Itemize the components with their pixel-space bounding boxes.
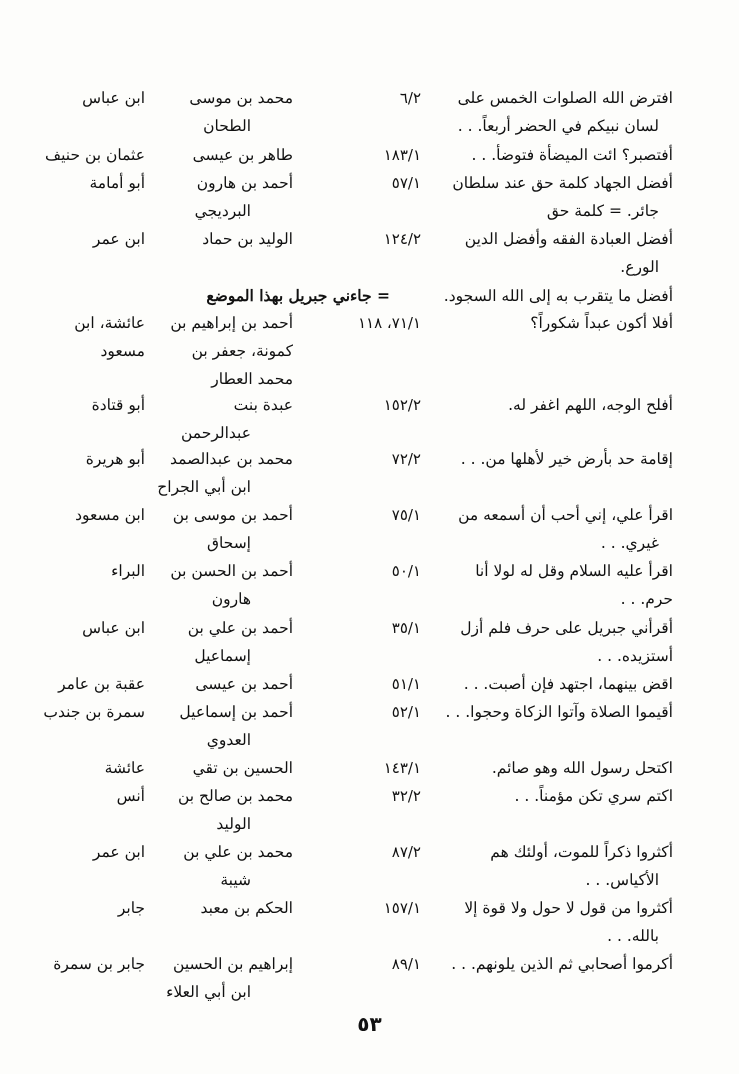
narrator-line: أحمد بن إسماعيل xyxy=(179,703,293,721)
narrator-line: أحمد بن موسى بن xyxy=(172,506,293,524)
narrator-line: الوليد بن حماد xyxy=(202,230,293,248)
narrator-line: هارون xyxy=(211,590,251,608)
hadith-line: أفلح الوجه، اللهم اغفر له. xyxy=(508,396,673,414)
volume-page-ref: ٧٥/١ xyxy=(391,506,421,524)
narrator-line: إبراهيم بن الحسين xyxy=(173,955,293,973)
hadith-line: أكثروا من قول لا حول ولا قوة إلا xyxy=(464,899,673,917)
hadith-line: لسان نبيكم في الحضر أربعاً. . . xyxy=(457,117,659,135)
volume-page-ref: ١٤٣/١ xyxy=(383,759,421,777)
see-also-note: = جاءني جبريل بهذا الموضع xyxy=(206,286,390,305)
hadith-text xyxy=(435,782,673,810)
volume-page-ref: ٨٩/١ xyxy=(391,955,421,973)
hadith-line: أفضل الجهاد كلمة حق عند سلطان xyxy=(452,174,673,192)
companion-name xyxy=(0,391,145,419)
companion-name xyxy=(0,894,145,922)
narrator-line: أحمد بن إبراهيم بن xyxy=(170,314,293,332)
narrator-line: محمد بن علي بن xyxy=(183,843,293,861)
companion-line: سمرة بن جندب xyxy=(43,703,145,721)
hadith-line: أقيموا الصلاة وآتوا الزكاة وحجوا. . . xyxy=(445,703,673,721)
hadith-line: اقرأ عليه السلام وقل له لولا أنا xyxy=(475,562,673,580)
volume-page-ref: ٧١/١، ١١٨ xyxy=(357,314,421,332)
narrator-line: طاهر بن عيسى xyxy=(192,146,293,164)
narrator-line: كمونة، جعفر بن xyxy=(191,342,293,360)
narrator-name xyxy=(143,557,293,613)
companion-name xyxy=(0,225,145,253)
volume-page-ref: ١٥٧/١ xyxy=(383,899,421,917)
narrator-name xyxy=(143,838,293,894)
hadith-text xyxy=(435,950,673,978)
hadith-line: حرم. . . xyxy=(620,590,673,608)
companion-name xyxy=(0,838,145,866)
narrator-line: أحمد بن الحسن بن xyxy=(170,562,293,580)
hadith-line: غيري. . . xyxy=(600,534,659,552)
hadith-line: اقض بينهما، اجتهد فإن أصبت. . . xyxy=(463,675,673,693)
hadith-line: إقامة حد بأرض خير لأهلها من. . . xyxy=(460,450,673,468)
narrator-name xyxy=(143,614,293,670)
narrator-name xyxy=(143,169,293,225)
hadith-line: أفضل العبادة الفقه وأفضل الدين xyxy=(464,230,673,248)
narrator-name xyxy=(143,950,293,1006)
volume-page-ref: ٥٢/١ xyxy=(391,703,421,721)
narrator-name xyxy=(143,225,293,253)
narrator-name xyxy=(143,391,293,447)
narrator-line: أحمد بن علي بن xyxy=(187,619,293,637)
companion-name xyxy=(0,670,145,698)
companion-line: جابر xyxy=(117,899,145,917)
narrator-name xyxy=(143,894,293,922)
hadith-line: أكرموا أصحابي ثم الذين يلونهم. . . xyxy=(451,955,673,973)
hadith-line: جائر. = كلمة حق xyxy=(546,202,659,220)
companion-name xyxy=(0,614,145,642)
hadith-text xyxy=(435,225,673,281)
companion-line: عثمان بن حنيف xyxy=(45,146,145,164)
narrator-name xyxy=(143,670,293,698)
companion-line: عائشة xyxy=(104,759,145,777)
companion-name xyxy=(0,698,145,726)
narrator-line: عبدة بنت xyxy=(233,396,293,414)
hadith-line: اكتحل رسول الله وهو صائم. xyxy=(491,759,673,777)
narrator-name xyxy=(143,141,293,169)
companion-line: ابن عباس xyxy=(82,619,145,637)
narrator-line: الحكم بن معبد xyxy=(200,899,293,917)
hadith-line: أستزيده. . . xyxy=(597,647,673,665)
hadith-text xyxy=(435,501,673,557)
companion-line: أبو قتادة xyxy=(91,396,145,414)
companion-line: مسعود xyxy=(100,342,145,360)
companion-name xyxy=(0,445,145,473)
narrator-line: ابن أبي العلاء xyxy=(166,983,251,1001)
narrator-name xyxy=(143,698,293,754)
companion-line: ابن عمر xyxy=(92,843,145,861)
hadith-line: أقرأني جبريل على حرف فلم أزل xyxy=(460,619,673,637)
narrator-line: إسماعيل xyxy=(194,647,251,665)
hadith-text xyxy=(435,445,673,473)
hadith-line: الورع. xyxy=(620,258,659,276)
narrator-line: الوليد xyxy=(216,815,251,833)
volume-page-ref: ١٨٣/١ xyxy=(383,146,421,164)
narrator-line: العدوي xyxy=(206,731,251,749)
companion-line: جابر بن سمرة xyxy=(53,955,145,973)
companion-line: أبو هريرة xyxy=(85,450,145,468)
narrator-line: محمد بن موسى xyxy=(189,89,293,107)
hadith-text xyxy=(435,309,673,337)
companion-name xyxy=(0,84,145,112)
narrator-line: عبدالرحمن xyxy=(181,424,251,442)
narrator-name xyxy=(143,84,293,140)
companion-name xyxy=(0,169,145,197)
narrator-line: محمد بن صالح بن xyxy=(177,787,293,805)
volume-page-ref: ٨٧/٢ xyxy=(391,843,421,861)
companion-name xyxy=(0,754,145,782)
volume-page-ref: ٦/٢ xyxy=(399,89,421,107)
hadith-text xyxy=(435,894,673,950)
volume-page-ref: ١٢٤/٢ xyxy=(383,230,421,248)
hadith-text xyxy=(435,141,673,169)
hadith-text xyxy=(435,838,673,894)
hadith-text xyxy=(435,391,673,419)
narrator-name xyxy=(143,309,293,393)
hadith-line: أفلا أكون عبداً شكوراً؟ xyxy=(530,314,673,332)
companion-line: ابن عمر xyxy=(92,230,145,248)
volume-page-ref: ٣٢/٢ xyxy=(391,787,421,805)
hadith-text xyxy=(435,557,673,613)
narrator-line: محمد العطار xyxy=(211,370,293,388)
narrator-line: محمد بن عبدالصمد xyxy=(169,450,293,468)
companion-name xyxy=(0,501,145,529)
companion-line: البراء xyxy=(111,562,145,580)
hadith-line: افترض الله الصلوات الخمس على xyxy=(457,89,673,107)
narrator-name xyxy=(143,501,293,557)
hadith-text xyxy=(435,698,673,726)
companion-name xyxy=(0,309,145,365)
narrator-line: أحمد بن هارون xyxy=(196,174,293,192)
volume-page-ref: ١٥٢/٢ xyxy=(383,396,421,414)
volume-page-ref: ٧٢/٢ xyxy=(391,450,421,468)
companion-line: أنس xyxy=(116,787,145,805)
hadith-text xyxy=(435,169,673,225)
hadith-text xyxy=(435,670,673,698)
hadith-line: الأكياس. . . xyxy=(585,871,659,889)
narrator-line: البرديجي xyxy=(194,202,251,220)
narrator-line: الطحان xyxy=(203,117,251,135)
narrator-line: الحسين بن تقي xyxy=(192,759,293,777)
hadith-line: اقرأ علي، إني أحب أن أسمعه من xyxy=(458,506,673,524)
companion-name xyxy=(0,950,145,978)
page-number: ٥٣ xyxy=(357,1012,382,1036)
narrator-name xyxy=(143,782,293,838)
companion-line: عائشة، ابن xyxy=(74,314,145,332)
narrator-line: أحمد بن عيسى xyxy=(195,675,293,693)
hadith-text xyxy=(435,754,673,782)
hadith-line: أفتصبر؟ ائت الميضأة فتوضأ. . . xyxy=(471,146,673,164)
companion-name xyxy=(0,782,145,810)
volume-page-ref: ٥٠/١ xyxy=(391,562,421,580)
narrator-name xyxy=(143,754,293,782)
hadith-line: أكثروا ذكراً للموت، أولئك هم xyxy=(490,843,673,861)
companion-line: ابن مسعود xyxy=(75,506,145,524)
companion-line: عقبة بن عامر xyxy=(58,675,145,693)
hadith-text xyxy=(435,84,673,140)
hadith-text xyxy=(435,282,673,310)
companion-line: أبو أمامة xyxy=(89,174,145,192)
companion-name xyxy=(0,557,145,585)
hadith-line: أفضل ما يتقرب به إلى الله السجود. xyxy=(443,287,673,305)
volume-page-ref: ٥١/١ xyxy=(391,675,421,693)
hadith-line: اكتم سري تكن مؤمناً. . . xyxy=(514,787,673,805)
companion-name xyxy=(0,141,145,169)
narrator-line: ابن أبي الجراح xyxy=(157,478,251,496)
narrator-line: شيبة xyxy=(220,871,251,889)
narrator-line: إسحاق xyxy=(206,534,251,552)
narrator-name xyxy=(143,445,293,501)
hadith-text xyxy=(435,614,673,670)
hadith-line: بالله. . . xyxy=(607,927,659,945)
volume-page-ref: ٥٧/١ xyxy=(391,174,421,192)
companion-line: ابن عباس xyxy=(82,89,145,107)
volume-page-ref: ٣٥/١ xyxy=(391,619,421,637)
